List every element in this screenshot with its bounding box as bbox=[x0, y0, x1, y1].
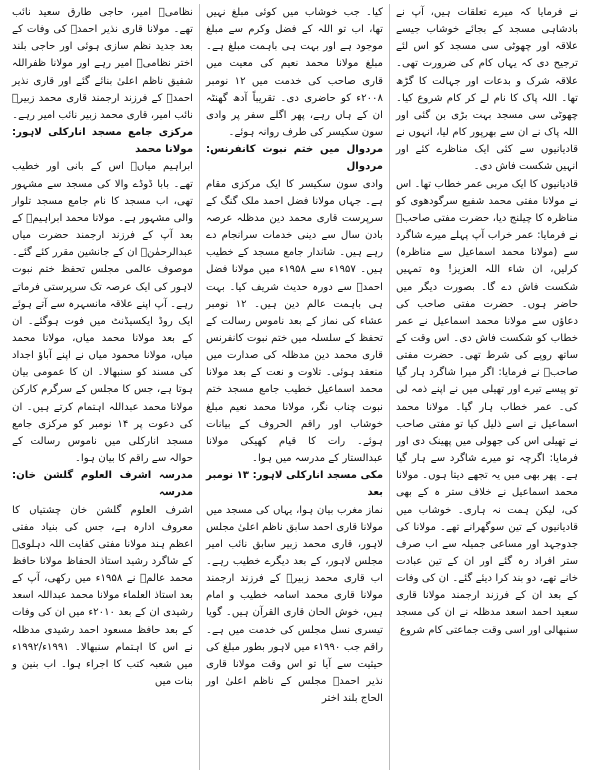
section-heading: مردوال میں ختم نبوت کانفرنس: مردوال bbox=[206, 144, 383, 173]
section-heading: مرکزی جامع مسجد انارکلی لاہور: مولانا محمد bbox=[12, 127, 193, 156]
section-heading: مکی مسجد انارکلی لاہور: ۱۳ نومبر بعد bbox=[206, 470, 384, 499]
column-right bbox=[390, 4, 584, 770]
paragraph: ابراہیم میاںؒ اس کے بانی اور خطیب تھے۔ بابا ڈوڈے والا کی مسجد سے مشہور تھی، اب مسجد کا نام جامع مسجد تلوار والی مشہور ہے۔ مولانا محمد ابراہیمؒ کے بعد آپ کے فرزند ارجمند حضرت میاں عبدالرحمٰنؒ ان کے جانشین مقرر کئے گئے۔ موصوف عالمی مجلس تحفظ ختم نبوت لاہور کی ایک عرصہ تک سرپرستی فرماتے رہے۔ آپ اپنے علاقہ مانسہرہ سے آتے ہوئے ایک روڈ ایکسیڈنٹ میں فوت ہوگئے۔ ان کے بعد مولانا محمد میاں، مولانا محمد میاں، مولانا محمود میاں نے اپنے آباؤ اجداد کی مسند کو سنبھالا۔ ان کا عمومی بیان ہوتا ہے، جس کا مجلس کے سرگرم کارکن مولانا محمد عبداللہ اہتمام کرتے ہیں۔ ان کی دعوت پر ۱۴ نومبر کو مرکزی جامع مسجد انارکلی میں ناموس رسالت کے حوالہ سے راقم کا بیان ہوا۔ bbox=[12, 161, 193, 465]
paragraph: اشرف العلوم گلشن خان چشتیاں کا معروف ادارہ ہے، جس کی بنیاد مفتی اعظم ہند مولانا مفتی کفایت اللہ دہلویؒ کے شاگرد رشید استاذ الحفاظ مولانا حافظ محمد عالمؒ نے ۱۹۵۸ء میں رکھی، آپ کے بعد استاذ العلماء مولانا محمد عبداللہ اسعد رشیدی ان کے بعد ۲۰۱۰ء میں ان کی وفات کے بعد حافظ مسعود احمد رشیدی مدظلہ نے اس کا اہتمام سنبھالا۔ ۱۹۹۱ء/۱۹۹۲ء میں شعبہ کتب کا اجراء ہوا۔ اب بنین و بنات میں bbox=[12, 504, 193, 688]
column-middle bbox=[200, 4, 390, 770]
column-left bbox=[6, 4, 200, 770]
paragraph: قادیانیوں کا ایک مربی عمر خطاب تھا۔ اس نے مولانا مفتی محمد شفیع سرگودھوی کو مناظرہ کا چیلنج دیا، حضرت مفتی صاحبؒ نے فرمایا: عمر خراب آپ پہلے میرے شاگرد سے (مولانا محمد اسماعیل سے مناظرہ) کرلیں، ان شاء اللہ العزیز! وہ تمہیں شکست فاش دے گا۔ بصورت دیگر میں حاضر ہوں۔ حضرت مفتی صاحب کی دعاؤں سے مولانا محمد اسماعیل نے عمر خطاب کو شکست فاش دی۔ اس وقت کے ساتھ روپے کی شرط تھی۔ حضرت مفتی صاحبؒ نے فرمایا: اگر میرا شاگرد ہار گیا تو پیسے تیرے اور تھیلی میں نے اپنے ذمہ لی کی۔ عمر خطاب ہار گیا۔ مولانا محمد اسماعیل نے اسے ذلیل کیا تو مفتی صاحب نے تھیلی اس کی جھولی میں پھینک دی اور فرمایا: اگرچہ تو میرے شاگرد سے ہار گیا ہے۔ پھر بھی میں یہ تجھے دیتا ہوں۔ مولانا محمد اسماعیل نے خلاف ستر ہ کے بھی کی، لیکن ہمت نہ ہاری۔ خوشاب میں قادیانیوں کے تین سوگھرانے تھے۔ مولانا کی جدوجہد اور مساعی جمیلہ سے اب صرف ستر افراد رہ گئے اور ان کے تین عبادت خانے تھے، دو بند کرا دیئے گئے۔ ان کی وفات کے بعد ان کے فرزند ارجمند مولانا قاری سعید احمد اسعد مدظلہ نے ان کی مسجد سنبھالی اور اسی وقت جماعتی کام شروع bbox=[396, 178, 578, 636]
paragraph: وادی سون سکیسر کا ایک مرکزی مقام ہے۔ جہاں مولانا فضل احمد ملک گنگ کے سرپرست قاری محمد دین مدظلہ عرصہ بادن سال سے دینی خدمات سرانجام دے رہے ہیں۔ شاندار جامع مسجد کے خطیب ہیں۔ ۱۹۵۷ء سے ۱۹۵۸ء میں مولانا فضل احمدؒ سے دورہ حدیث شریف کیا۔ بہت ہی باہمت عالم دین ہیں۔ ۱۲ نومبر عشاء کی نماز کے بعد ناموس رسالت کے تحفظ کے سلسلہ میں ختم نبوت کانفرنس قاری محمد دین مدظلہ کی صدارت میں منعقد ہوئی۔ تلاوت و نعت کے بعد مولانا محمد اسماعیل خطیب جامع مسجد ختم نبوت چناب نگر، مولانا محمد نعیم مبلغ خوشاب اور راقم الحروف کے بیانات ہوئے۔ رات کا قیام کھیکی مولانا عبدالستار کے مدرسہ میں ہوا۔ bbox=[206, 178, 384, 465]
paragraph: نے فرمایا کہ میرے تعلقات ہیں، آپ نے بادشاہی مسجد کے بجائے خوشاب جیسے علاقہ اور چھوٹی سی مسجد کو اس لئے ترجیح دی کہ یہاں کام کی ضرورت تھی۔ علاقہ شرک و بدعات اور جہالت کا گڑھ تھا۔ اللہ پاک کا نام لے کر کام شروع کیا۔ چھوٹی سی مسجد بہت بڑی بن گئی اور اللہ پاک نے ان سے بھرپور کام لیا، انہوں نے قادیانیوں سے کئی ایک مناظرے کئے اور انہیں شکست فاش دی۔ bbox=[396, 7, 578, 173]
section-heading: مدرسہ اشرف العلوم گلشن خان: مدرسہ bbox=[12, 470, 193, 499]
paragraph: نماز مغرب بیان ہوا، یہاں کی مسجد میں مولانا قاری احمد سابق ناظم اعلیٰ مجلس لاہور، قاری محمد زبیر سابق نائب امیر مجلس لاہور، کے بعد دیگرے خطیب رہے۔ اب قاری محمد زبیرؒ کے فرزند ارجمند مولانا قاری محمد اسامہ خطیب و امام ہیں، خوش الحان قاری القرآن ہیں۔ گویا تیسری نسل مجلس کی خدمت میں ہے۔ راقم جب ۱۹۹۰ء میں لاہور بطور مبلغ کی حیثیت سے آیا تو اس وقت مولانا قاری نذیر احمدؒ مجلس کے ناظم اعلیٰ اور الحاج بلند اختر bbox=[206, 504, 383, 705]
paragraph: کیا۔ جب خوشاب میں کوئی مبلغ نہیں تھا، اب تو اللہ کے فضل وکرم سے مبلغ موجود ہے اور بہت ہی باہمت مبلغ ہے۔ مبلغ مولانا محمد نعیم کی معیت میں قاری صاحب کی خدمت میں ۱۲ نومبر ۲۰۰۸ء کو حاضری دی۔ تقریباً آدھ گھنٹہ ان کے ہاں رہے، پھر اگلے سفر پر وادی سون سکیسر کی طرف روانہ ہوئے۔ bbox=[206, 7, 383, 139]
paragraph: نظامیؒ امیر، حاجی طارق سعید نائب تھے۔ مولانا قاری نذیر احمدؒ کی وفات کے بعد جدید نظم سازی ہوئی اور حاجی بلند اختر نظامیؒ امیر رہے اور مولانا ظفراللہ شفیق ناظم اعلیٰ بنائے گئے اور قاری نذیر احمدؒ کے فرزند ارجمند قاری محمد زبیرؒ نائب امیر، قاری محمد زبیر نائب امیر رہے۔ bbox=[12, 7, 193, 121]
newspaper-page bbox=[6, 4, 584, 770]
